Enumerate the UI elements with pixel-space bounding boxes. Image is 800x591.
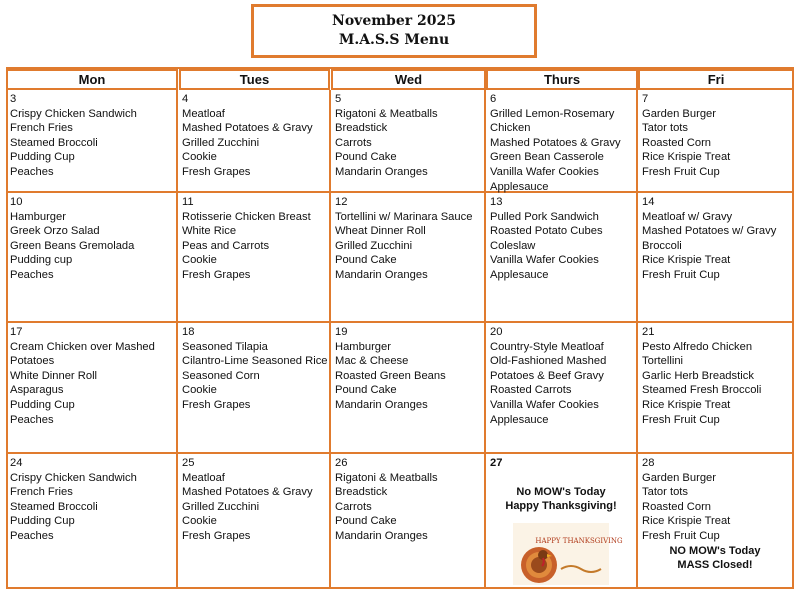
day-number: 6 [490, 93, 497, 105]
menu-item: Mashed Potatoes & Gravy [182, 122, 313, 135]
menu-item: Cookie [182, 151, 217, 164]
menu-item: Peaches [10, 165, 54, 178]
day-number: 25 [182, 457, 195, 469]
menu-item: Mac & Cheese [335, 355, 409, 368]
menu-item: Garden Burger [642, 471, 717, 484]
menu-title-box [251, 4, 537, 58]
menu-item: Fresh Fruit Cup [642, 268, 720, 281]
menu-item: Grilled Zucchini [182, 500, 260, 513]
menu-item: Peaches [10, 413, 54, 426]
menu-item: Rotisserie Chicken Breast [182, 210, 311, 223]
menu-item: Fresh Fruit Cup [642, 413, 720, 426]
menu-item: Potatoes & Beef Gravy [490, 369, 604, 382]
menu-item: Mandarin Oranges [335, 529, 428, 542]
menu-item: Crispy Chicken Sandwich [10, 107, 137, 120]
menu-item: Potatoes [10, 355, 55, 368]
menu-item: Cookie [182, 515, 217, 528]
menu-item: Roasted Corn [642, 136, 712, 149]
menu-item: Country-Style Meatloaf [490, 340, 604, 353]
day-number: 19 [335, 326, 348, 338]
day-cell [6, 90, 178, 193]
closure-note: MASS Closed! [677, 558, 753, 571]
menu-item: Peaches [10, 529, 54, 542]
day-number: 14 [642, 196, 655, 208]
thanksgiving-image-text: HAPPY THANKSGIVING [535, 536, 623, 545]
menu-item: Seasoned Tilapia [182, 340, 268, 353]
day-number: 4 [182, 93, 189, 105]
day-cell [486, 193, 638, 323]
day-cell [331, 323, 486, 454]
day-cell [178, 193, 331, 323]
menu-item: Rice Krispie Treat [642, 515, 731, 528]
header-thurs: Thurs [486, 69, 638, 90]
turkey-icon [513, 523, 623, 585]
menu-item: Mashed Potatoes & Gravy [182, 486, 313, 499]
menu-item: Pesto Alfredo Chicken [642, 340, 753, 353]
menu-item: Cilantro-Lime Seasoned Rice [182, 355, 328, 368]
day-cell-thanksgiving [486, 454, 638, 589]
menu-item: French Fries [10, 122, 73, 135]
menu-item: Fresh Fruit Cup [642, 165, 720, 178]
menu-item: Rice Krispie Treat [642, 151, 731, 164]
menu-item: Grilled Zucchini [335, 239, 413, 252]
menu-item: Meatloaf [182, 471, 225, 484]
menu-name-title: M.A.S.S Menu [338, 32, 450, 48]
menu-item: Fresh Fruit Cup [642, 529, 720, 542]
menu-item: Rigatoni & Meatballs [335, 471, 438, 484]
menu-item: Steamed Fresh Broccoli [642, 384, 762, 397]
menu-item: Mandarin Oranges [335, 165, 428, 178]
header-tues: Tues [179, 69, 330, 90]
menu-item: Applesauce [490, 180, 549, 193]
day-number: 10 [10, 196, 23, 208]
menu-item: Applesauce [490, 268, 549, 281]
menu-item: Coleslaw [490, 239, 536, 252]
menu-item: Cream Chicken over Mashed [10, 340, 155, 353]
holiday-greeting: Happy Thanksgiving! [505, 499, 617, 512]
day-cell [638, 323, 794, 454]
menu-item: Garden Burger [642, 107, 717, 120]
menu-item: Fresh Grapes [182, 398, 251, 411]
day-cell [6, 193, 178, 323]
menu-item: Mashed Potatoes w/ Gravy [642, 225, 777, 238]
menu-item: Grilled Zucchini [182, 136, 260, 149]
menu-item: White Rice [182, 225, 237, 238]
menu-item: Fresh Grapes [182, 165, 251, 178]
day-cell [486, 90, 638, 193]
day-number: 3 [10, 93, 17, 105]
menu-item: Rice Krispie Treat [642, 398, 731, 411]
day-cell [178, 90, 331, 193]
menu-item: Old-Fashioned Mashed [490, 355, 607, 368]
menu-item: Steamed Broccoli [10, 500, 98, 513]
menu-item: Mandarin Oranges [335, 398, 428, 411]
menu-item: Rigatoni & Meatballs [335, 107, 438, 120]
day-number: 20 [490, 326, 503, 338]
day-cell [638, 90, 794, 193]
day-number: 18 [182, 326, 195, 338]
menu-item: Grilled Lemon-Rosemary [490, 107, 615, 120]
menu-item: Breadstick [335, 122, 388, 135]
menu-item: Vanilla Wafer Cookies [490, 254, 599, 267]
menu-item: Wheat Dinner Roll [335, 225, 426, 238]
menu-item: Pulled Pork Sandwich [490, 210, 599, 223]
day-number: 7 [642, 93, 649, 105]
menu-item: Meatloaf [182, 107, 225, 120]
day-number: 12 [335, 196, 348, 208]
menu-item: Garlic Herb Breadstick [642, 369, 754, 382]
menu-item: Tator tots [642, 486, 689, 499]
day-number: 13 [490, 196, 503, 208]
day-number: 5 [335, 93, 342, 105]
menu-item: Roasted Green Beans [335, 369, 446, 382]
day-cell [178, 323, 331, 454]
menu-item: Cookie [182, 254, 217, 267]
menu-item: Mashed Potatoes & Gravy [490, 136, 621, 149]
day-cell [331, 454, 486, 589]
menu-item: Pudding Cup [10, 515, 75, 528]
menu-item: Roasted Carrots [490, 384, 572, 397]
menu-item: Tator tots [642, 122, 689, 135]
day-cell [178, 454, 331, 589]
day-number: 27 [490, 457, 503, 469]
menu-item: Fresh Grapes [182, 529, 251, 542]
menu-item: Rice Krispie Treat [642, 254, 731, 267]
menu-month-title: November 2025 [332, 13, 456, 29]
menu-item: Seasoned Corn [182, 369, 260, 382]
closure-note: NO MOW's Today [669, 544, 761, 557]
menu-item: Green Bean Casserole [490, 151, 604, 164]
menu-item: Hamburger [10, 210, 66, 223]
menu-item: Pound Cake [335, 254, 397, 267]
day-cell [331, 193, 486, 323]
day-number: 11 [182, 196, 194, 208]
menu-item: Fresh Grapes [182, 268, 251, 281]
menu-item: Pound Cake [335, 515, 397, 528]
menu-item: Meatloaf w/ Gravy [642, 210, 733, 223]
menu-item: Applesauce [490, 413, 549, 426]
menu-item: Chicken [490, 122, 531, 135]
menu-item: Carrots [335, 500, 372, 513]
menu-item: Pudding Cup [10, 398, 75, 411]
day-cell [638, 454, 794, 589]
menu-item: Steamed Broccoli [10, 136, 98, 149]
day-cell [486, 323, 638, 454]
day-number: 21 [642, 326, 655, 338]
menu-item: Asparagus [10, 384, 64, 397]
menu-item: Broccoli [642, 239, 682, 252]
day-number: 24 [10, 457, 23, 469]
menu-item: Breadstick [335, 486, 388, 499]
menu-item: Roasted Corn [642, 500, 712, 513]
menu-item: Peaches [10, 268, 54, 281]
day-cell [331, 90, 486, 193]
day-number: 28 [642, 457, 655, 469]
menu-item: Greek Orzo Salad [10, 225, 100, 238]
menu-item: Pudding Cup [10, 151, 75, 164]
menu-item: White Dinner Roll [10, 369, 98, 382]
menu-item: Carrots [335, 136, 372, 149]
header-wed: Wed [331, 69, 486, 90]
day-number: 17 [10, 326, 23, 338]
menu-item: Pound Cake [335, 384, 397, 397]
menu-item: Pudding cup [10, 254, 73, 267]
menu-item: Cookie [182, 384, 217, 397]
day-cell [6, 454, 178, 589]
menu-item: Hamburger [335, 340, 391, 353]
day-number: 26 [335, 457, 348, 469]
closure-note: No MOW's Today [516, 485, 606, 498]
header-fri: Fri [638, 69, 794, 90]
menu-item: Green Beans Gremolada [10, 239, 135, 252]
day-cell [638, 193, 794, 323]
menu-item: Tortellini w/ Marinara Sauce [335, 210, 473, 223]
menu-item: Mandarin Oranges [335, 268, 428, 281]
day-cell [6, 323, 178, 454]
menu-item: Peas and Carrots [182, 239, 270, 252]
menu-item: Pound Cake [335, 151, 397, 164]
menu-item: Tortellini [642, 355, 684, 368]
menu-item: Vanilla Wafer Cookies [490, 165, 599, 178]
menu-item: Vanilla Wafer Cookies [490, 398, 599, 411]
menu-item: Crispy Chicken Sandwich [10, 471, 137, 484]
menu-item: Roasted Potato Cubes [490, 225, 603, 238]
header-mon: Mon [6, 69, 178, 90]
menu-item: French Fries [10, 486, 73, 499]
